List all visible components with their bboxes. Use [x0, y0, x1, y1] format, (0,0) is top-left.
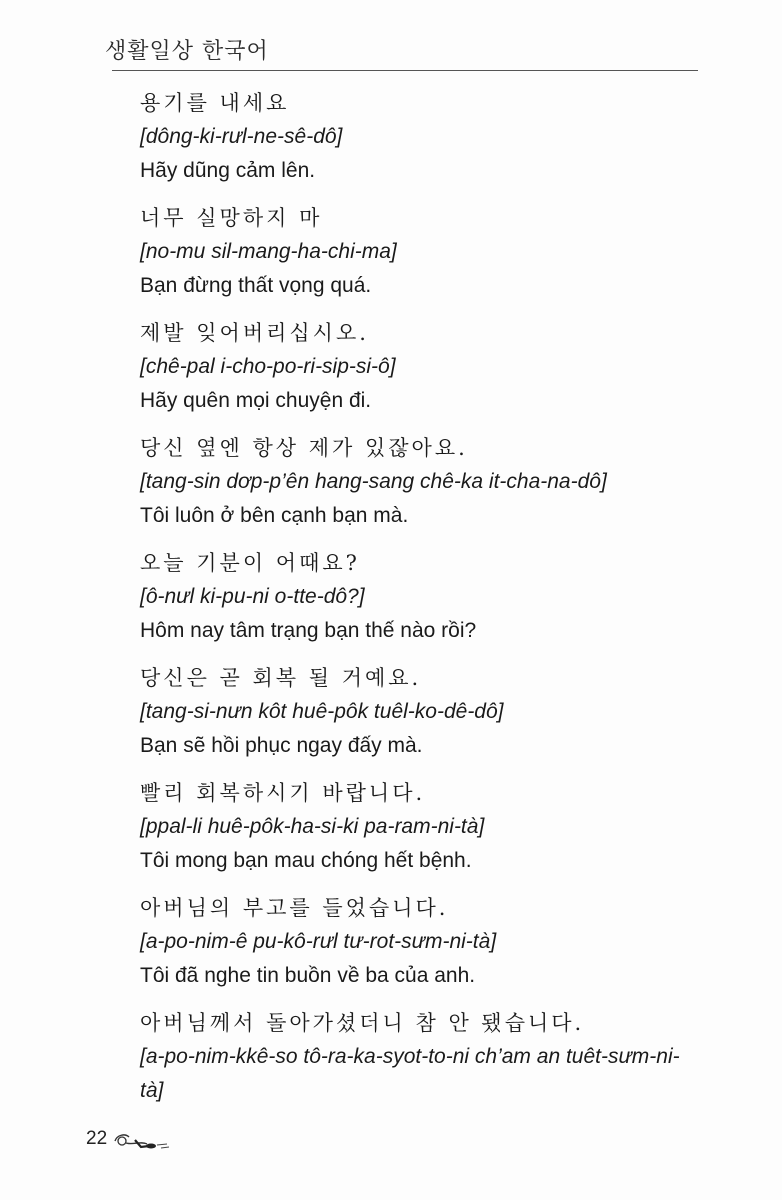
- running-header: 생활일상 한국어: [105, 39, 269, 64]
- phrase-entry: [140, 431, 710, 533]
- romanization: [a-po-nim-ê pu-kô-rưl tư-rot-sưm-ni-tà]: [140, 930, 497, 953]
- korean-phrase: 당신은 곧 회복 될 거예요.: [140, 666, 422, 690]
- header-rule: [112, 70, 698, 71]
- romanization: [a-po-nim-kkê-so tô-ra-ka-syot-to-ni ch’am an tuêt-sưm-ni-tà]: [140, 1045, 680, 1102]
- phrase-entry: [140, 316, 710, 418]
- korean-phrase: 아버님께서 돌아가셨더니 참 안 됐습니다.: [140, 1011, 585, 1035]
- vietnamese-translation: Tôi luôn ở bên cạnh bạn mà.: [140, 504, 409, 527]
- vietnamese-translation: Bạn sẽ hồi phục ngay đấy mà.: [140, 734, 423, 757]
- romanization: [chê-pal i-cho-po-ri-sip-si-ô]: [140, 355, 396, 378]
- phrase-entry: [140, 201, 710, 303]
- romanization: [tang-si-nưn kôt huê-pôk tuêl-ko-dê-dô]: [140, 700, 504, 723]
- korean-phrase: 너무 실망하지 마: [140, 206, 323, 230]
- page-footer: [86, 1124, 173, 1154]
- vietnamese-translation: Bạn đừng thất vọng quá.: [140, 274, 372, 297]
- vietnamese-translation: Tôi mong bạn mau chóng hết bệnh.: [140, 849, 472, 872]
- phrase-entry: [140, 546, 710, 648]
- vietnamese-translation: Hôm nay tâm trạng bạn thế nào rồi?: [140, 619, 477, 642]
- page-number: 22: [86, 1128, 108, 1149]
- romanization: [ô-nưl ki-pu-ni o-tte-dô?]: [140, 585, 365, 608]
- romanization: [tang-sin dơp-p’ên hang-sang chê-ka it-cha-na-dô]: [140, 470, 607, 493]
- korean-phrase: 아버님의 부고를 들었습니다.: [140, 896, 449, 920]
- korean-phrase: 제발 잊어버리십시오.: [140, 321, 369, 345]
- vietnamese-translation: Hãy quên mọi chuyện đi.: [140, 389, 372, 412]
- romanization: [no-mu sil-mang-ha-chi-ma]: [140, 240, 397, 263]
- vietnamese-translation: Hãy dũng cảm lên.: [140, 159, 316, 182]
- phrase-entry: [140, 661, 710, 763]
- vietnamese-translation: Tôi đã nghe tin buồn về ba của anh.: [140, 964, 476, 987]
- korean-phrase: 오늘 기분이 어때요?: [140, 551, 360, 575]
- korean-phrase: 용기를 내세요: [140, 91, 290, 115]
- phrase-entry: [140, 776, 710, 878]
- romanization: [ppal-li huê-pôk-ha-si-ki pa-ram-ni-tà]: [140, 815, 485, 838]
- phrase-entry: [140, 891, 710, 993]
- korean-phrase: 빨리 회복하시기 바랍니다.: [140, 781, 426, 805]
- korean-phrase: 당신 옆엔 항상 제가 있잖아요.: [140, 436, 468, 460]
- romanization: [dông-ki-rưl-ne-sê-dô]: [140, 125, 343, 148]
- phrase-list: [140, 86, 710, 1121]
- phrase-entry: [140, 1006, 710, 1108]
- cartoon-figure-icon: [111, 1127, 173, 1151]
- phrase-entry: [140, 86, 710, 188]
